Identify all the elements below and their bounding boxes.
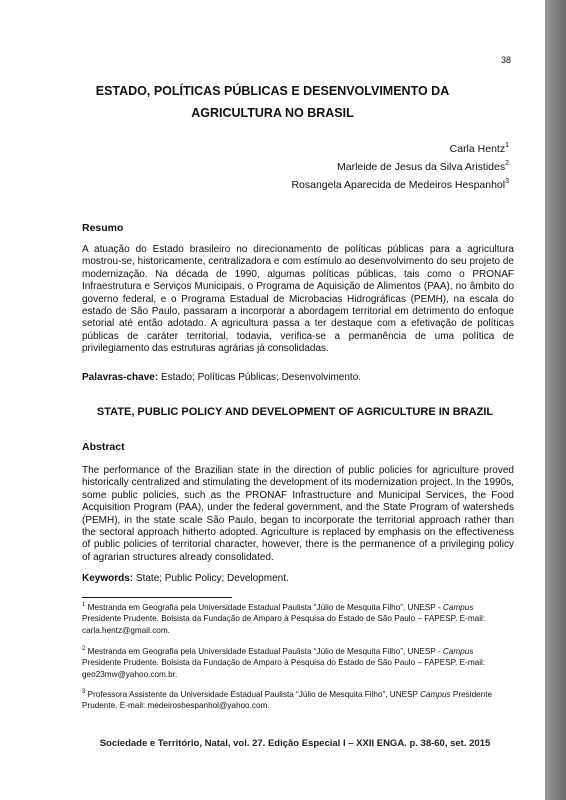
author-name: Carla Hentz [449,143,506,155]
author-name: Marleide de Jesus da Silva Aristides [337,161,506,173]
footnote-number: 3 [82,689,86,695]
keywords-value: State; Public Policy; Development. [133,573,289,584]
footnote-italic: Campus [420,690,451,699]
footnote-number: 2 [82,646,86,652]
footnote-2 [82,646,514,680]
footnote-divider [82,597,232,598]
abstract-keywords [82,573,289,584]
footnote-text: Professora Assistente da Universidade Estadual Paulista “Júlio de Mesquita Filho”, UNESP [85,690,421,699]
journal-footer: Sociedade e Território, Natal, vol. 27. Edição Especial I – XXII ENGA. p. 38-60, set. 2015 [99,738,491,749]
page-number: 38 [500,55,511,65]
paper-title-line-2: AGRICULTURA NO BRASIL [191,106,354,120]
author [291,140,509,158]
author [291,158,509,176]
footnote-text: Presidente Prudente. Bolsista da Fundação de Amparo à Pesquisa do Estado de São Paulo – FAPESP. E-mail: carla.hentz@gmail.com. [82,614,486,635]
footnote-3 [82,689,514,712]
footnote-1 [82,602,514,636]
author-name: Rosangela Aparecida de Medeiros Hespanhol [291,179,506,191]
abstract-text: The performance of the Brazilian state in the direction of public policies for agriculture proved historically centralized and stimulating the development of its modernization project. In the 1990s, some public policies, such as the PRONAF Infrastructure and Municipal Services, the Food Acquisition Program (PAA), under the federal government, and the State Program of watersheds (PEMH), in the state scale São Paulo, began to incorporate the territorial approach rather than the sectoral approach hitherto adopted. Agriculture is replaced by emphasis on the effectiveness of public policies of territorial character, however, there is the permanence of a privileging policy of agrarian structures already consolidated. [82,465,514,563]
resumo-text: A atuação do Estado brasileiro no direcionamento de políticas públicas para a agricultura mostrou-se, historicamente, centralizadora e com estímulo ao desenvolvimento do seu projeto de modernização. Na década de 1990, algumas políticas públicas, tais como o PRONAF Infraestrutura e Serviços Municipais, o Programa de Aquisição de Alimentos (PAA), no âmbito do governo federal, e o Programa Estadual de Microbacias Hidrográficas (PEMH), na escala do estado de São Paulo, passaram a incorporar a abordagem territorial em detrimento do enfoque setorial até então adotado. A agricultura passa a ter destaque com a efetivação de políticas públicas de caráter territorial, todavia, verifica-se a permanência de uma política de privilegiamento das estruturas agrárias já consolidadas. [82,244,514,355]
author-note-ref[interactable]: 1 [505,142,509,149]
keywords-label: Keywords: [82,573,134,584]
resumo-heading: Resumo [82,222,124,234]
paper-title-line-1: ESTADO, POLÍTICAS PÚBLICAS E DESENVOLVIMENTO DA [95,84,450,98]
footnote-text: Mestranda em Geografia pela Universidade Estadual Paulista “Júlio de Mesquita Filho”, UNESP - [85,647,443,656]
abstract-heading: Abstract [82,441,125,453]
footnote-text: Presidente Prudente. Bolsista da Fundação de Amparo à Pesquisa do Estado de São Paulo – FAPESP. E-mail: geo23mw@yahoo.com.br. [82,658,486,679]
resumo-keywords [82,372,361,383]
author-note-ref[interactable]: 3 [505,178,509,185]
footnote-number: 1 [82,602,86,608]
author [291,176,509,194]
author-list [291,140,509,194]
viewer-background [545,0,566,800]
footnote-text: Mestranda em Geografia pela Universidade Estadual Paulista “Júlio de Mesquita Filho”, UNESP - [85,603,443,612]
keywords-label: Palavras-chave: [82,372,159,383]
author-note-ref[interactable]: 2 [505,160,509,167]
paper-title [60,80,485,124]
footnote-text: Presidente Prudente. E-mail: medeiroshespanhol@yahoo.com. [82,690,493,711]
english-title: STATE, PUBLIC POLICY AND DEVELOPMENT OF AGRICULTURE IN BRAZIL [96,406,494,418]
keywords-value: Estado; Políticas Públicas; Desenvolvimento. [158,372,362,383]
footnote-italic: Campus [442,647,474,656]
footnote-italic: Campus [442,603,474,612]
